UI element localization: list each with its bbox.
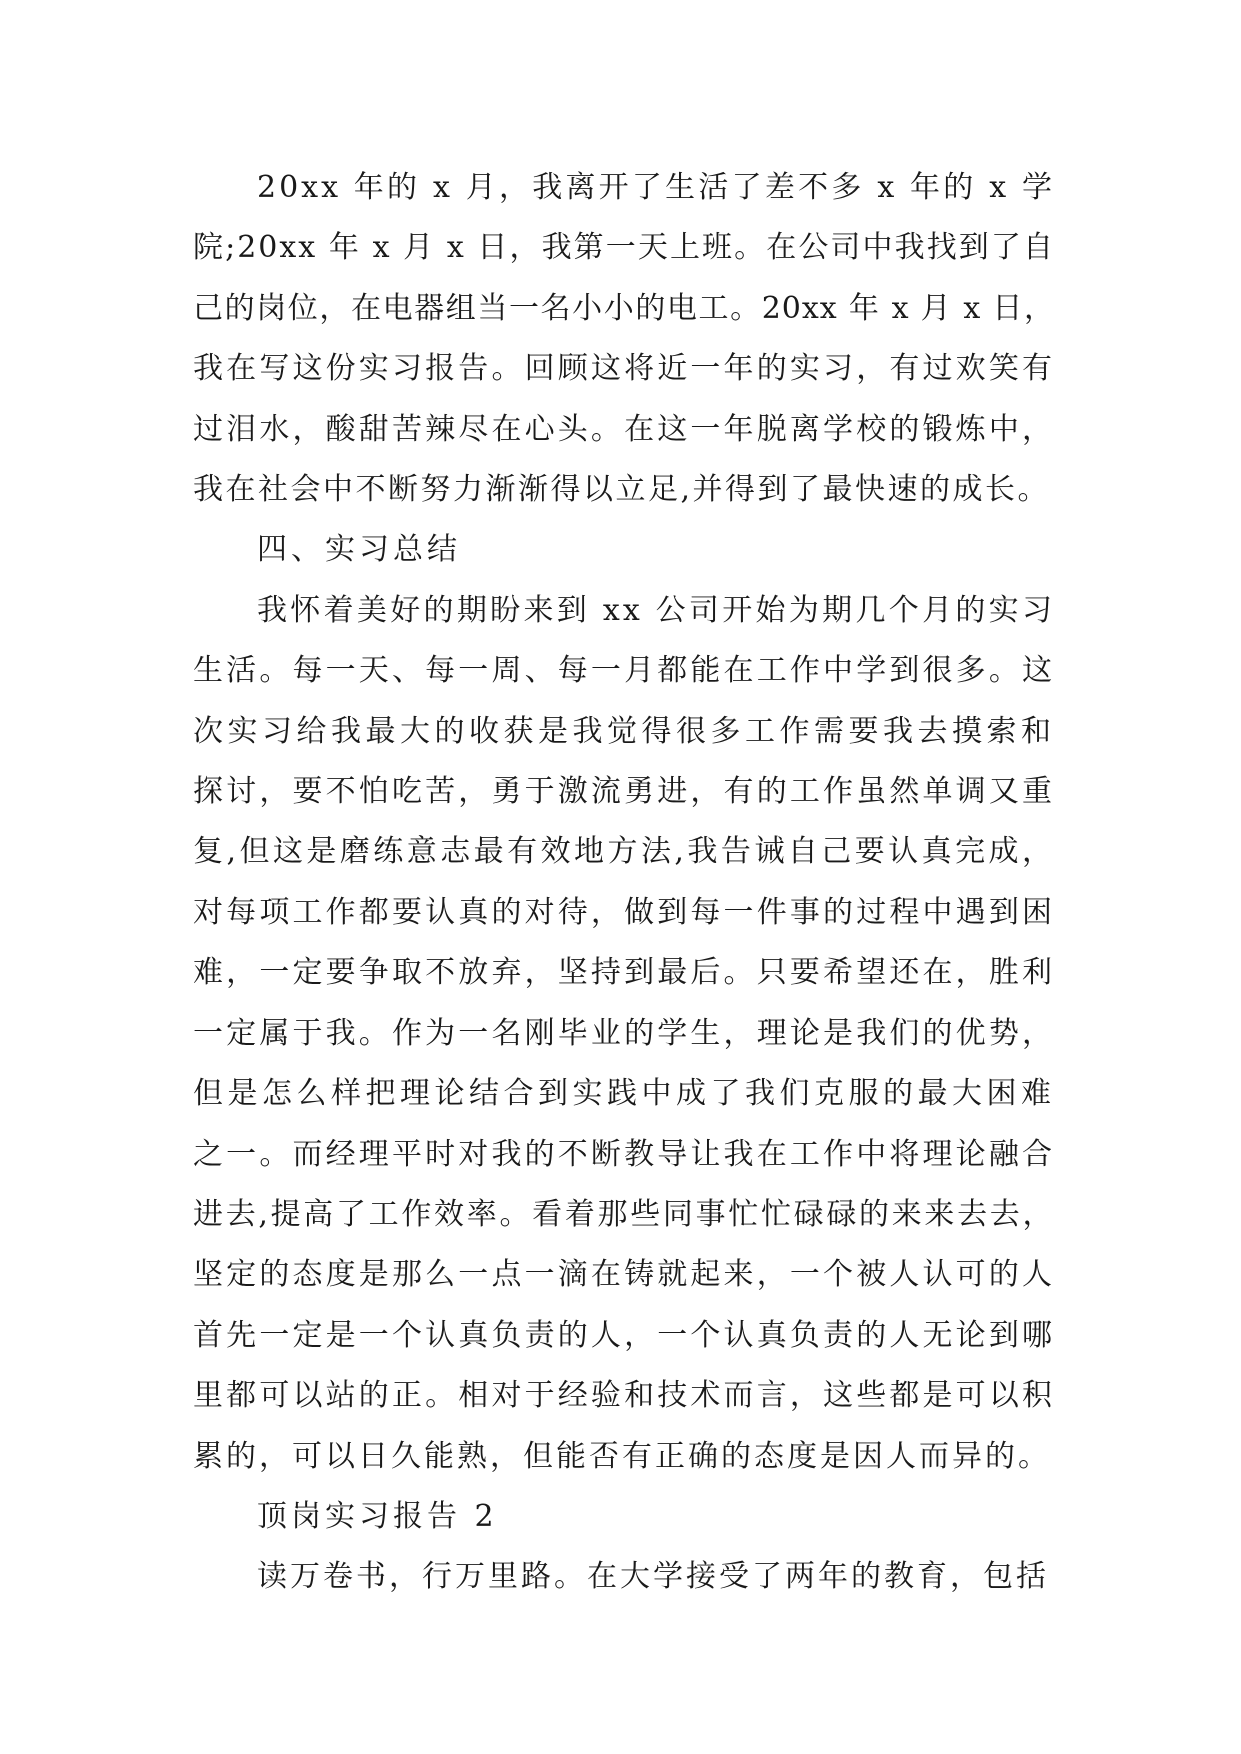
text-line: 读万卷书，行万里路。在大学接受了两年的教育，包括 <box>257 1559 1049 1595</box>
paragraph-report-2-opening <box>193 1547 1055 1607</box>
text-line: 我在社会中不断努力渐渐得以立足,并得到了最快速的成长。 <box>193 472 1051 508</box>
text-line: 首先一定是一个认真负责的人，一个认真负责的人无论到哪 <box>193 1317 1055 1353</box>
text-line: 己的岗位，在电器组当一名小小的电工。20xx 年 x 月 x 日， <box>193 290 1055 326</box>
text-line: 坚定的态度是那么一点一滴在铸就起来，一个被人认可的人 <box>193 1257 1055 1293</box>
heading-text: 顶岗实习报告 2 <box>257 1498 498 1534</box>
text-line: 进去,提高了工作效率。看着那些同事忙忙碌碌的来来去去， <box>193 1196 1055 1232</box>
text-line: 对每项工作都要认真的对待，做到每一件事的过程中遇到困 <box>193 894 1055 930</box>
text-line: 过泪水，酸甜苦辣尽在心头。在这一年脱离学校的锻炼中， <box>193 411 1055 447</box>
heading-text: 四、实习总结 <box>257 532 461 568</box>
text-line: 之一。而经理平时对我的不断教导让我在工作中将理论融合 <box>193 1136 1055 1172</box>
text-line: 但是怎么样把理论结合到实践中成了我们克服的最大困难 <box>193 1076 1055 1112</box>
text-line: 累的，可以日久能熟，但能否有正确的态度是因人而异的。 <box>193 1438 1051 1474</box>
text-line: 难，一定要争取不放弃，坚持到最后。只要希望还在，胜利 <box>193 955 1055 991</box>
text-line: 我在写这份实习报告。回顾这将近一年的实习，有过欢笑有 <box>193 351 1055 387</box>
section-heading-report-2 <box>193 1487 1055 1547</box>
text-line: 院;20xx 年 x 月 x 日，我第一天上班。在公司中我找到了自 <box>193 230 1055 266</box>
text-line: 20xx 年的 x 月，我离开了生活了差不多 x 年的 x 学 <box>257 170 1055 205</box>
text-line: 次实习给我最大的收获是我觉得很多工作需要我去摸索和 <box>193 713 1055 749</box>
paragraph-intro <box>193 158 1055 520</box>
section-heading-summary <box>193 520 1055 580</box>
text-line: 复,但这是磨练意志最有效地方法,我告诫自己要认真完成， <box>193 834 1055 870</box>
document-body <box>193 158 1055 1608</box>
text-line: 一定属于我。作为一名刚毕业的学生，理论是我们的优势， <box>193 1015 1055 1051</box>
text-line: 我怀着美好的期盼来到 xx 公司开始为期几个月的实习 <box>257 592 1055 628</box>
text-line: 生活。每一天、每一周、每一月都能在工作中学到很多。这 <box>193 653 1055 689</box>
paragraph-summary <box>193 581 1055 1487</box>
text-line: 里都可以站的正。相对于经验和技术而言，这些都是可以积 <box>193 1378 1055 1414</box>
text-line: 探讨，要不怕吃苦，勇于激流勇进，有的工作虽然单调又重 <box>193 774 1055 810</box>
